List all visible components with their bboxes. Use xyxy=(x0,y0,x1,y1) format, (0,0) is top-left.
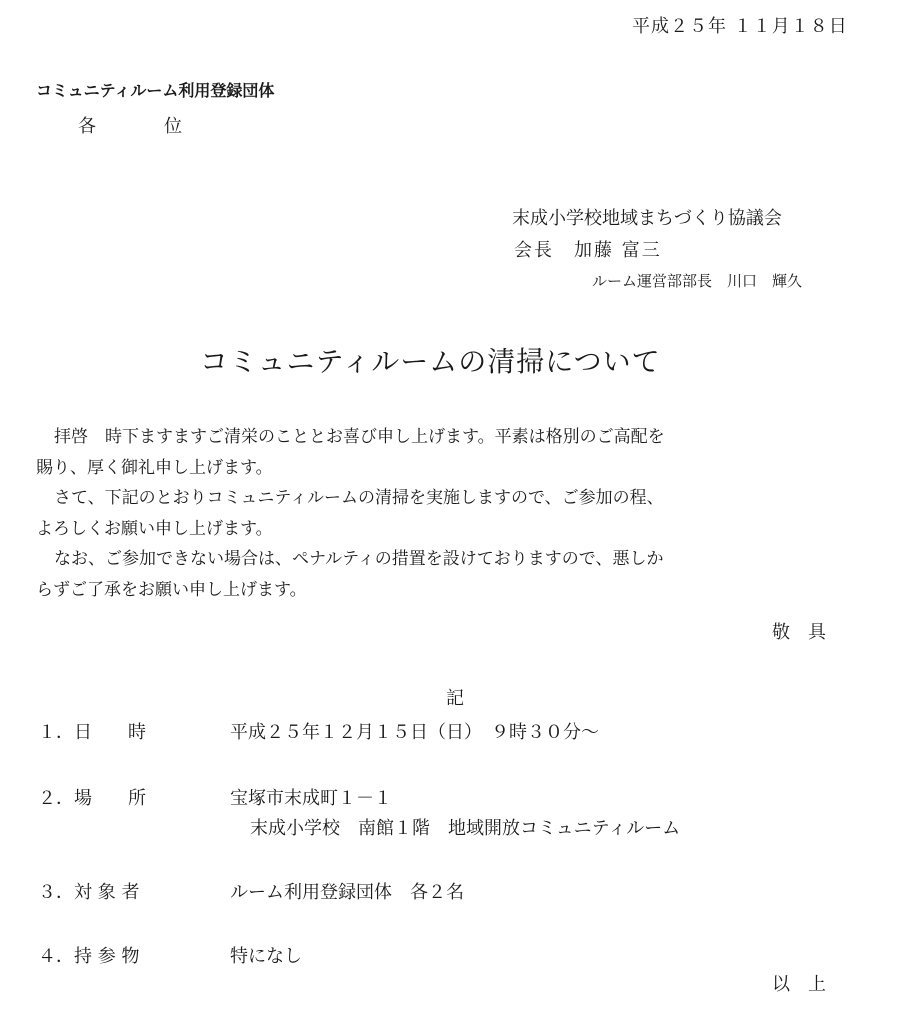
item-label-place: ２．場 所 xyxy=(38,788,146,809)
sender-chairperson: 会長 加藤 富三 xyxy=(514,240,662,261)
item-label-datetime: １．日 時 xyxy=(38,722,146,743)
letter-body xyxy=(36,422,846,605)
closing-phrase: 敬具 xyxy=(772,622,844,643)
item-label-belongings: ４．持 参 物 xyxy=(38,946,140,967)
body-line: らずご了承をお願い申し上げます。 xyxy=(36,579,307,600)
item-value-target: ルーム利用登録団体 各２名 xyxy=(230,882,464,903)
body-line: 拝啓 時下ますますご清栄のこととお喜び申し上げます。平素は格別のご高配を xyxy=(54,427,665,447)
recipient-group: コミュニティルーム利用登録団体 xyxy=(36,81,275,100)
item-value-place-detail: 末成小学校 南館１階 地域開放コミュニティルーム xyxy=(250,818,681,839)
sender-organization: 末成小学校地域まちづくり協議会 xyxy=(512,208,782,229)
item-value-belongings: 特になし xyxy=(230,946,302,967)
item-label-target: ３．対 象 者 xyxy=(38,882,140,903)
item-value-datetime: 平成２５年１２月１５日（日） ９時３０分～ xyxy=(230,722,599,743)
body-line: 賜り、厚く御礼申し上げます。 xyxy=(36,457,273,478)
body-line: なお、ご参加できない場合は、ペナルティの措置を設けておりますので、悪しか xyxy=(54,549,664,569)
end-mark: 以上 xyxy=(772,974,844,995)
body-line: さて、下記のとおりコミュニティルームの清掃を実施しますので、ご参加の程、 xyxy=(54,488,664,508)
item-value-place: 宝塚市末成町１－１ xyxy=(230,788,392,809)
document-date: 平成２５年 １１月１８日 xyxy=(632,16,848,37)
details-heading: 記 xyxy=(446,688,464,709)
sender-manager: ルーム運営部部長 川口 輝久 xyxy=(592,272,803,290)
body-line: よろしくお願い申し上げます。 xyxy=(36,518,273,539)
document-title: コミュニティルームの清掃について xyxy=(200,345,661,378)
honorific: 各位 xyxy=(78,116,250,137)
